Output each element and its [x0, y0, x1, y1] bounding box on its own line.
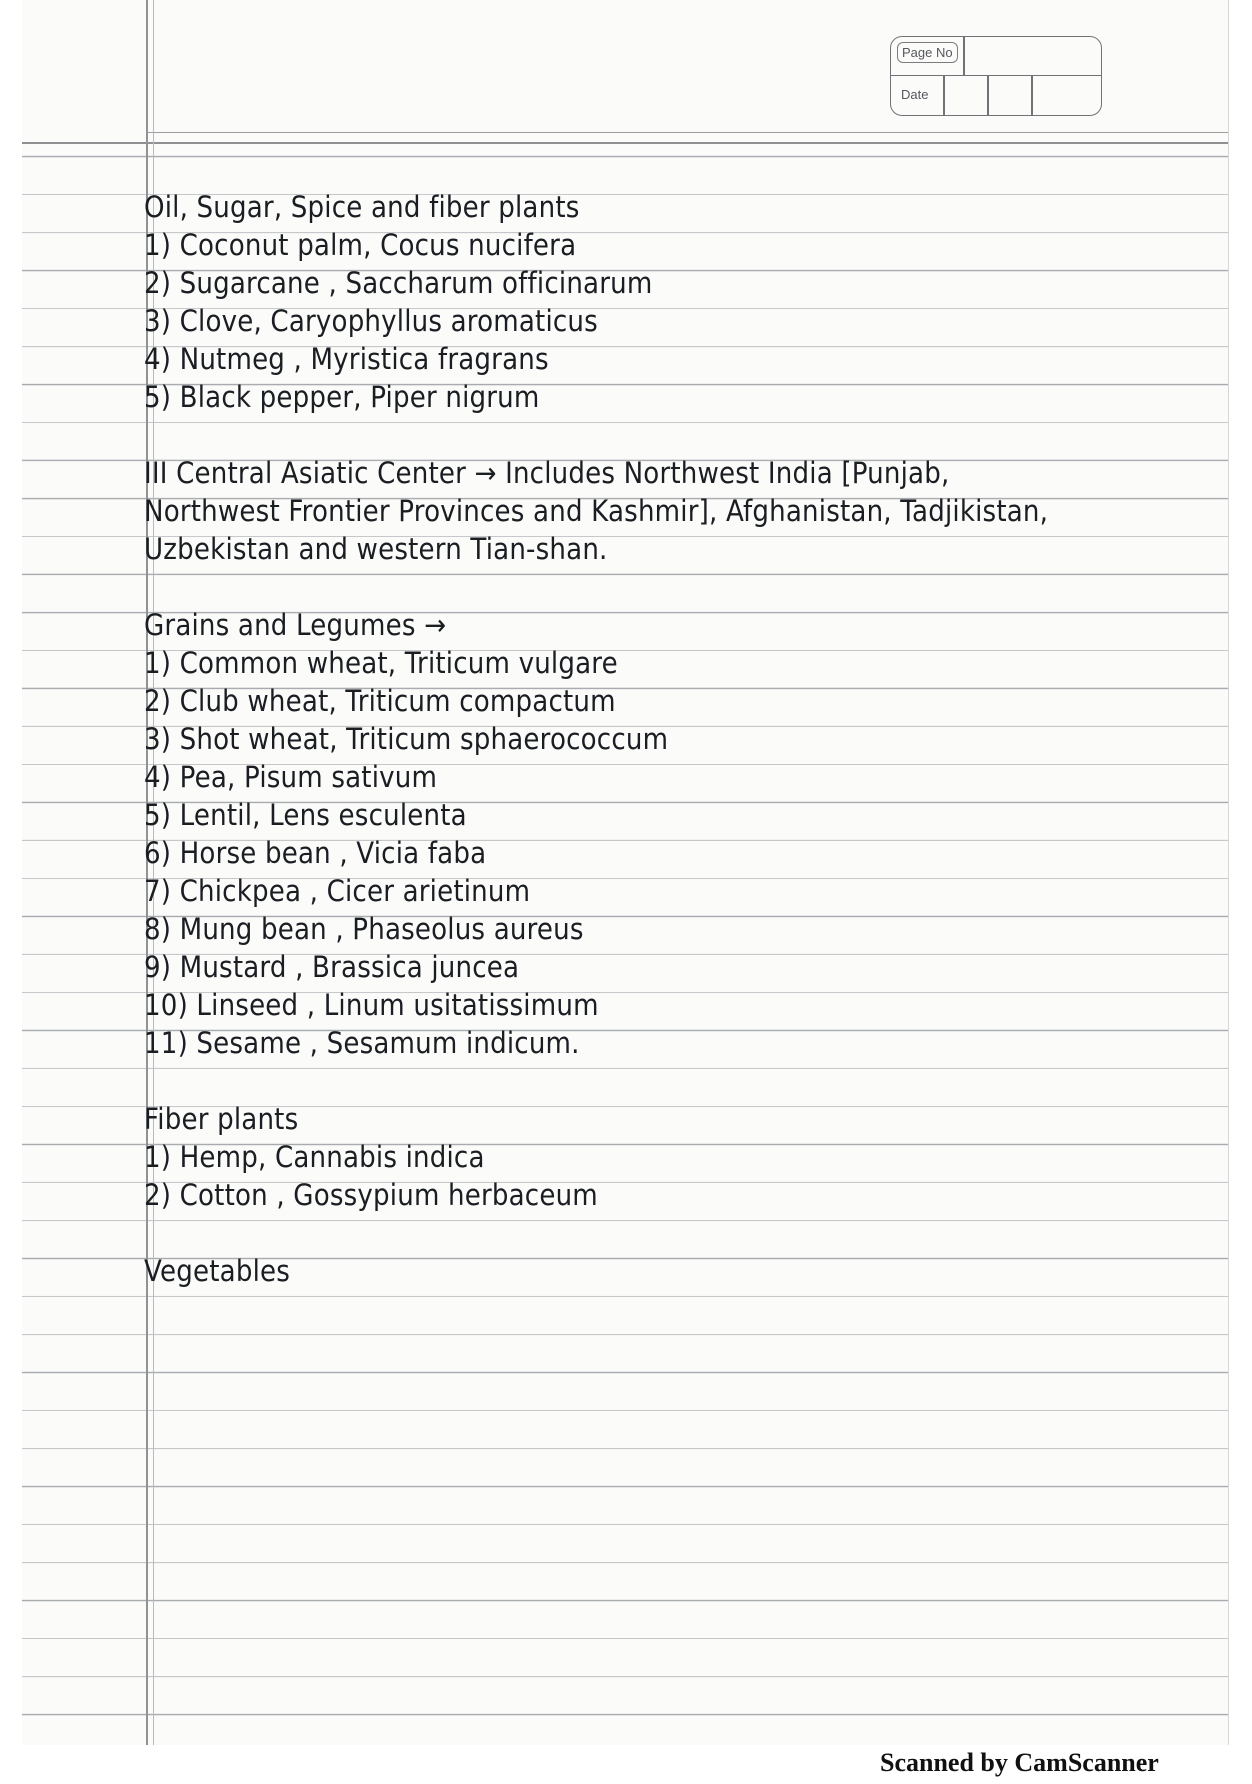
list-item: 5) Lentil, Lens esculenta — [144, 798, 467, 832]
notebook-page — [22, 0, 1229, 1745]
heading-fiber-plants: Fiber plants — [144, 1102, 299, 1136]
scanner-watermark: Scanned by CamScanner — [880, 1748, 1159, 1777]
paragraph-line: Uzbekistan and western Tian-shan. — [144, 532, 608, 566]
list-item: 9) Mustard , Brassica juncea — [144, 950, 520, 984]
list-item: 8) Mung bean , Phaseolus aureus — [144, 912, 584, 946]
heading-grains-legumes: Grains and Legumes → — [144, 608, 447, 642]
list-item: 6) Horse bean , Vicia faba — [144, 836, 487, 870]
date-divider-3 — [1031, 75, 1033, 115]
list-item: 1) Common wheat, Triticum vulgare — [144, 646, 618, 680]
page-no-divider — [963, 37, 965, 75]
list-item: 10) Linseed , Linum usitatissimum — [144, 988, 599, 1022]
paragraph-line: III Central Asiatic Center → Includes Northwest India [Punjab, — [144, 456, 950, 490]
list-item: 2) Club wheat, Triticum compactum — [144, 684, 616, 718]
list-item: 5) Black pepper, Piper nigrum — [144, 380, 540, 414]
list-item: 11) Sesame , Sesamum indicum. — [144, 1026, 580, 1060]
list-item: 4) Pea, Pisum sativum — [144, 760, 438, 794]
page-no-label: Page No — [897, 42, 958, 63]
date-divider-1 — [943, 75, 945, 115]
list-item: 2) Sugarcane , Saccharum officinarum — [144, 266, 653, 300]
list-item: 4) Nutmeg , Myristica fragrans — [144, 342, 549, 376]
list-item: 1) Coconut palm, Cocus nucifera — [144, 228, 577, 262]
header-rule — [146, 132, 1228, 133]
heading-vegetables: Vegetables — [144, 1254, 291, 1288]
list-item: 3) Shot wheat, Triticum sphaerococcum — [144, 722, 669, 756]
list-item: 2) Cotton , Gossypium herbaceum — [144, 1178, 598, 1212]
list-item: 1) Hemp, Cannabis indica — [144, 1140, 485, 1174]
page-date-box — [890, 36, 1102, 116]
date-divider-2 — [987, 75, 989, 115]
heading-oil-sugar-spice-fiber: Oil, Sugar, Spice and fiber plants — [144, 190, 580, 224]
list-item: 7) Chickpea , Cicer arietinum — [144, 874, 531, 908]
paragraph-line: Northwest Frontier Provinces and Kashmir], Afghanistan, Tadjikistan, — [144, 494, 1049, 528]
list-item: 3) Clove, Caryophyllus aromaticus — [144, 304, 598, 338]
date-label: Date — [901, 87, 929, 102]
